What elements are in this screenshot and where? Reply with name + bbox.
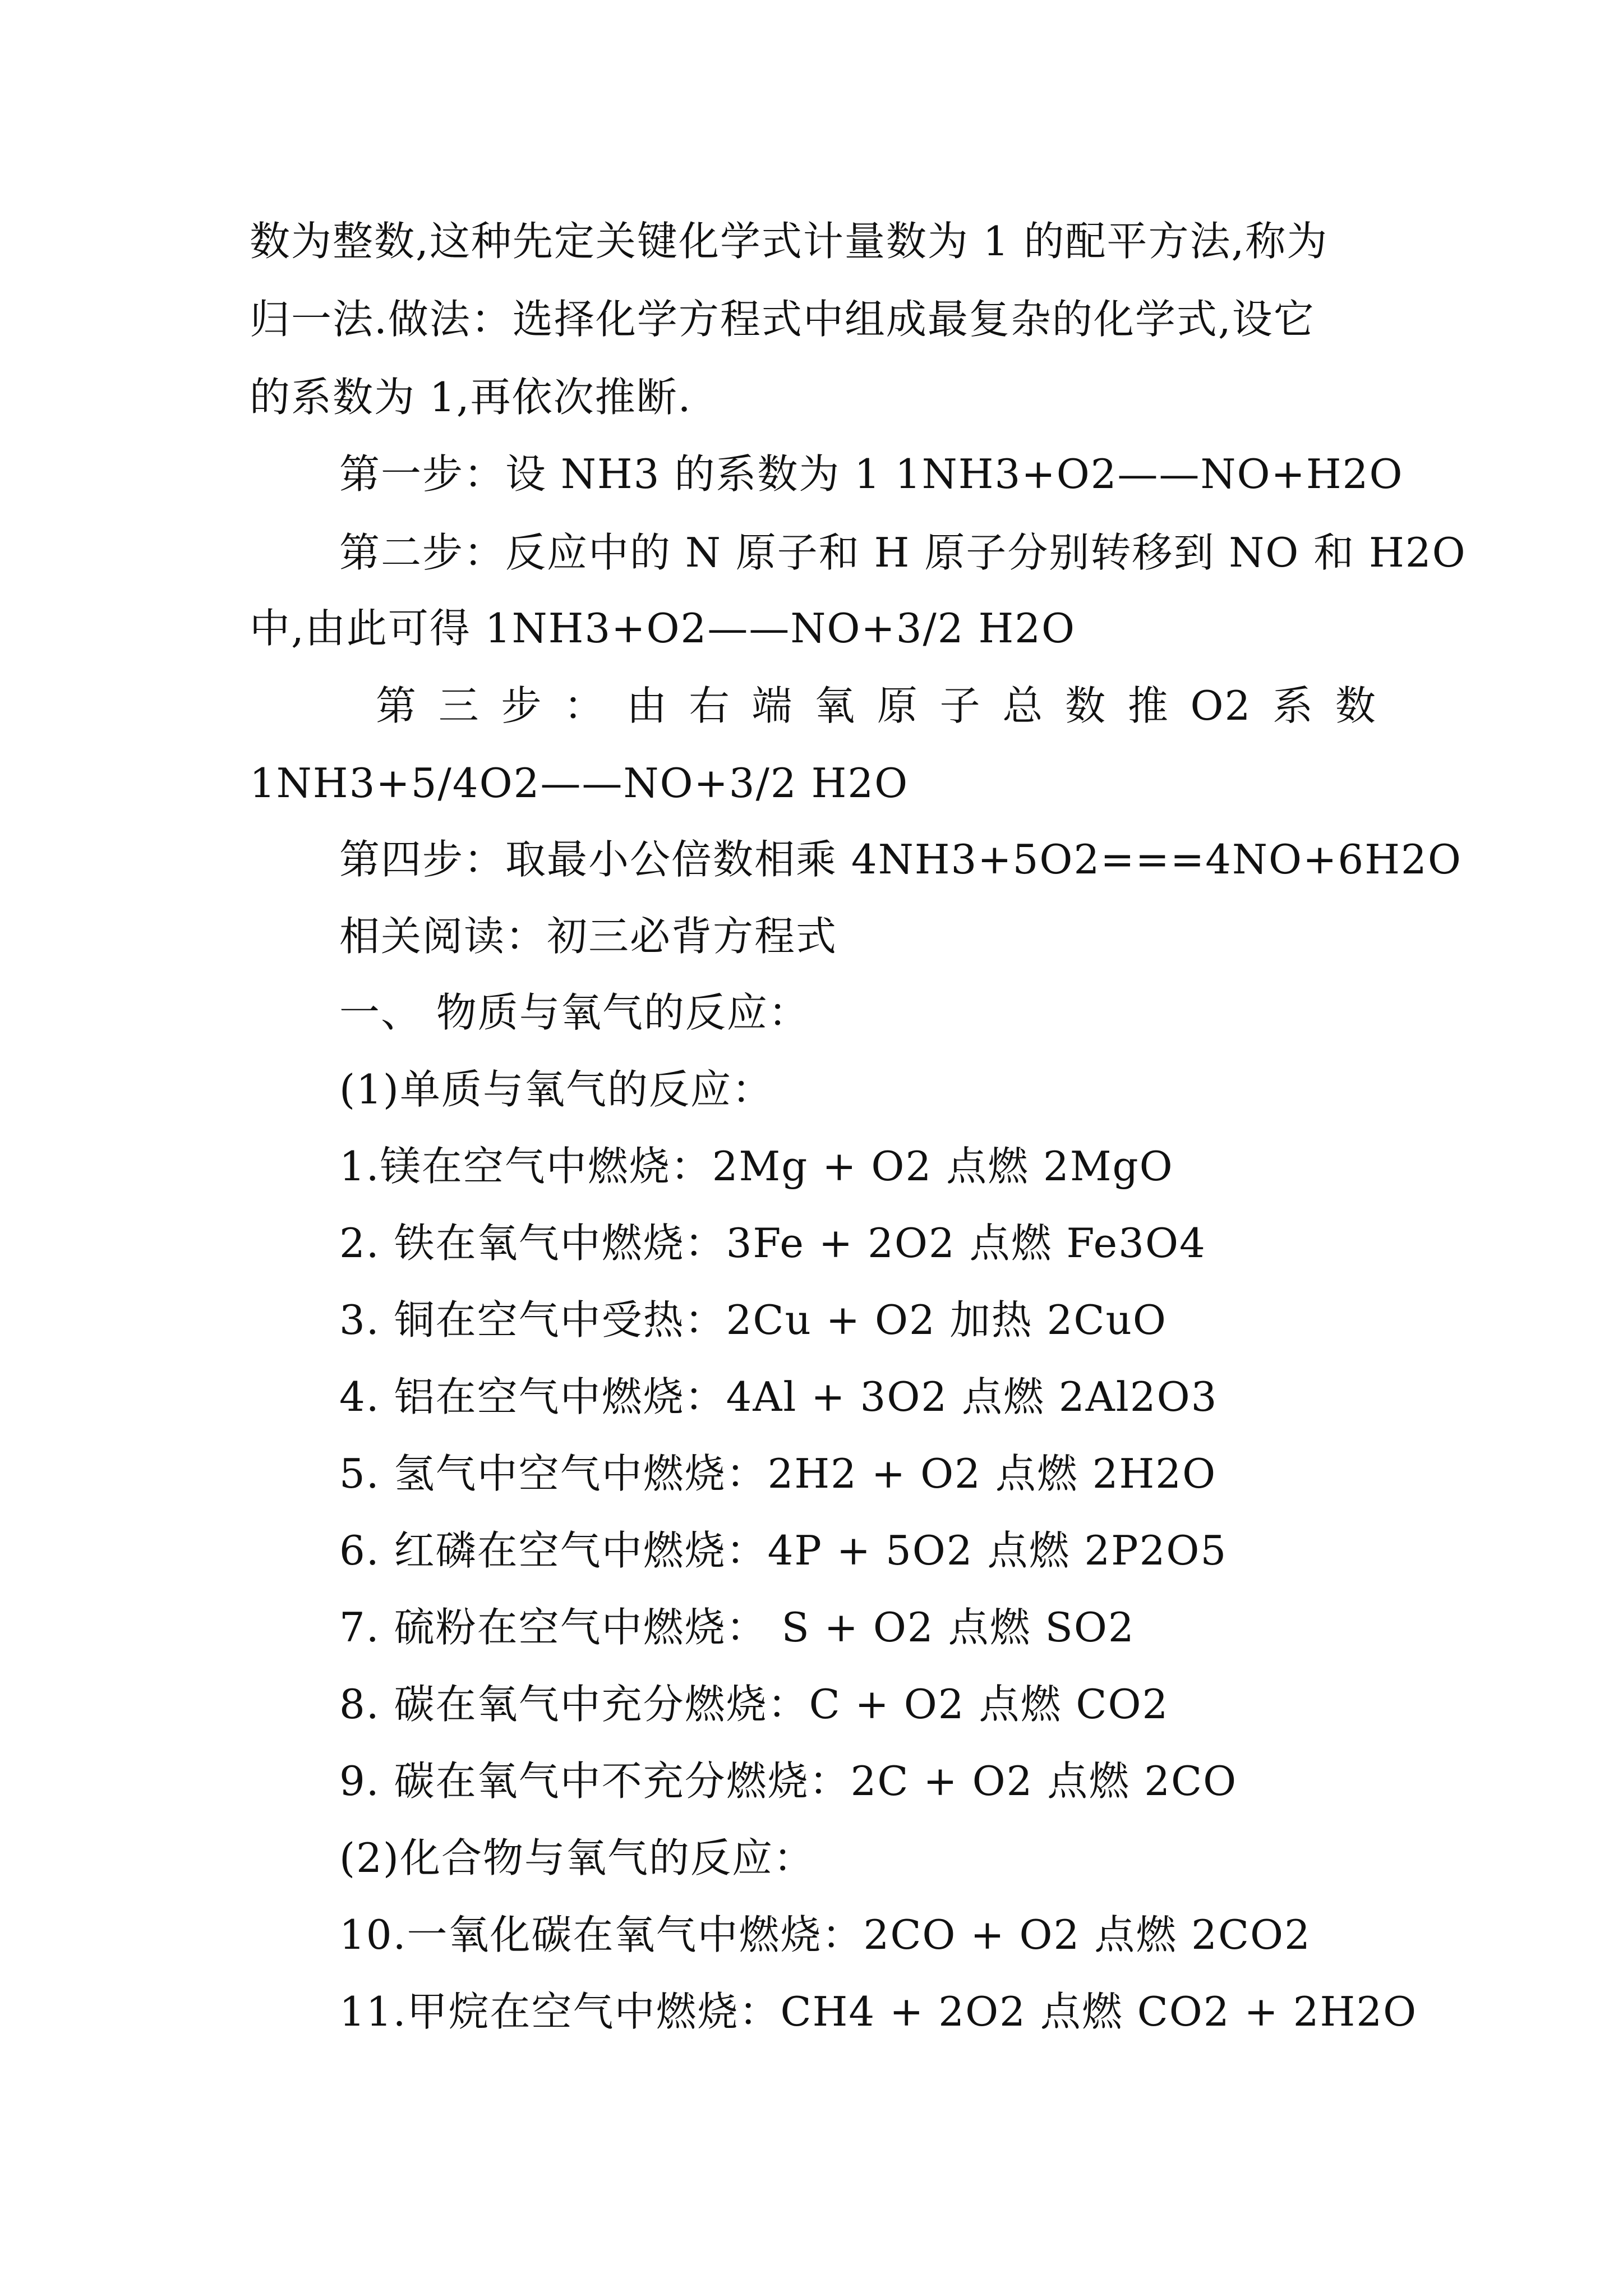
equation-item-10: 10.一氧化碳在氧气中燃烧：2CO + O2 点燃 2CO2 bbox=[339, 1911, 1311, 1958]
equation-item-4: 4. 铝在空气中燃烧：4Al + 3O2 点燃 2Al2O3 bbox=[339, 1373, 1218, 1420]
step-3-char: 第 bbox=[376, 682, 418, 729]
equation-item-8: 8. 碳在氧气中充分燃烧：C + O2 点燃 CO2 bbox=[339, 1681, 1169, 1728]
subsection-heading-2: (2)化合物与氧气的反应： bbox=[339, 1834, 815, 1881]
step-3-char: 系 bbox=[1272, 682, 1315, 729]
intro-line-3: 的系数为 1,再依次推断. bbox=[250, 374, 692, 421]
related-reading: 相关阅读：初三必背方程式 bbox=[339, 913, 838, 960]
equation-item-7: 7. 硫粉在空气中燃烧： S + O2 点燃 SO2 bbox=[339, 1604, 1135, 1651]
step-3-char: 数 bbox=[1065, 682, 1107, 729]
step-2-line-1: 第二步：反应中的 N 原子和 H 原子分别转移到 NO 和 H2O bbox=[339, 529, 1467, 576]
step-3-char: 氧 bbox=[814, 682, 856, 729]
equation-item-11: 11.甲烷在空气中燃烧：CH4 + 2O2 点燃 CO2 + 2H2O bbox=[339, 1988, 1418, 2035]
step-3-char: 原 bbox=[877, 682, 919, 729]
equation-item-3: 3. 铜在空气中受热：2Cu + O2 加热 2CuO bbox=[339, 1296, 1167, 1343]
step-3-char: O2 bbox=[1190, 682, 1252, 729]
section-heading-1: 一、 物质与氧气的反应： bbox=[339, 989, 810, 1036]
equation-item-5: 5. 氢气中空气中燃烧：2H2 + O2 点燃 2H2O bbox=[339, 1450, 1217, 1497]
equation-item-1: 1.镁在空气中燃烧：2Mg + O2 点燃 2MgO bbox=[339, 1143, 1174, 1190]
step-3-line-2: 1NH3+5/4O2——NO+3/2 H2O bbox=[250, 760, 909, 807]
step-3-char: 三 bbox=[438, 682, 480, 729]
equation-item-2: 2. 铁在氧气中燃烧：3Fe + 2O2 点燃 Fe3O4 bbox=[339, 1220, 1206, 1267]
intro-line-2: 归一法.做法：选择化学方程式中组成最复杂的化学式,设它 bbox=[250, 296, 1315, 343]
step-3-char: 子 bbox=[939, 682, 981, 729]
step-3-line-1 bbox=[376, 679, 1377, 733]
step-3-char: 右 bbox=[689, 682, 731, 729]
step-3-char: 端 bbox=[751, 682, 794, 729]
step-3-char: 数 bbox=[1335, 682, 1377, 729]
subsection-heading-1: (1)单质与氧气的反应： bbox=[339, 1066, 773, 1113]
step-3-char: 总 bbox=[1002, 682, 1044, 729]
intro-line-1: 数为整数,这种先定关键化学式计量数为 1 的配平方法,称为 bbox=[250, 218, 1329, 265]
step-4: 第四步：取最小公倍数相乘 4NH3+5O2===4NO+6H2O bbox=[339, 836, 1462, 883]
step-3-char: 步 bbox=[501, 682, 543, 729]
step-3-char: 由 bbox=[626, 682, 668, 729]
step-3-char: 推 bbox=[1127, 682, 1169, 729]
equation-item-6: 6. 红磷在空气中燃烧：4P + 5O2 点燃 2P2O5 bbox=[339, 1527, 1228, 1574]
step-1: 第一步：设 NH3 的系数为 1 1NH3+O2——NO+H2O bbox=[339, 450, 1404, 498]
step-2-line-2: 中,由此可得 1NH3+O2——NO+3/2 H2O bbox=[250, 605, 1076, 652]
equation-item-9: 9. 碳在氧气中不充分燃烧：2C + O2 点燃 2CO bbox=[339, 1757, 1238, 1805]
step-3-char: ： bbox=[564, 682, 606, 729]
